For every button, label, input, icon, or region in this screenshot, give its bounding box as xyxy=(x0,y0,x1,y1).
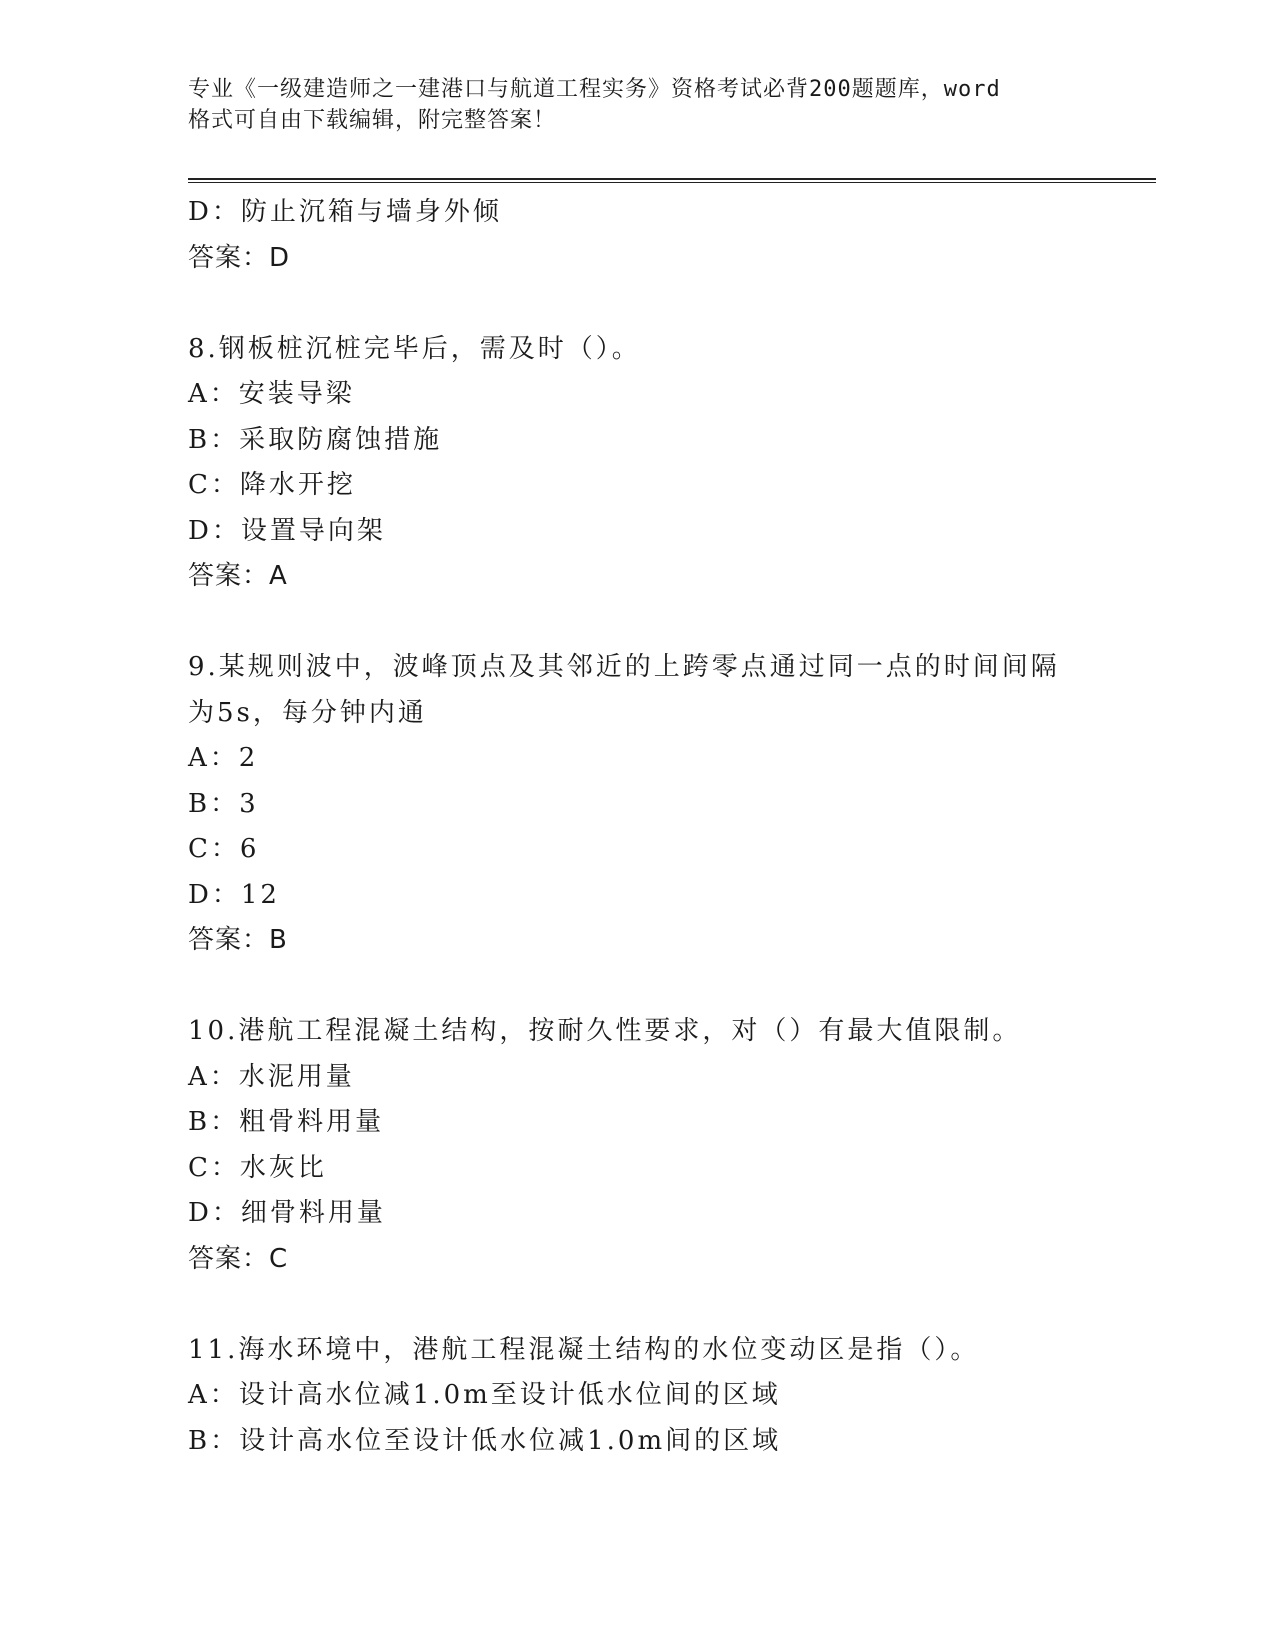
answer-text: 答案：B xyxy=(188,925,288,955)
spacer xyxy=(188,1282,1128,1328)
option-b: B：采取防腐蚀措施 xyxy=(188,424,443,455)
option-a: A：水泥用量 xyxy=(188,1061,355,1092)
question-stem: 10.港航工程混凝土结构，按耐久性要求，对（）有最大值限制。 xyxy=(188,1016,1022,1046)
answer-text: 答案：D xyxy=(188,242,291,273)
option-b: B：粗骨料用量 xyxy=(188,1107,385,1137)
option-b: B：设计高水位至设计低水位减1.0m间的区域 xyxy=(188,1425,782,1456)
question-block-10 xyxy=(188,1009,1128,1282)
question-block-8 xyxy=(188,327,1128,600)
header-divider xyxy=(188,178,1156,183)
answer-text: 答案：A xyxy=(188,561,288,591)
question-stem: 8.钢板桩沉桩完毕后，需及时（）。 xyxy=(188,333,641,364)
header-title-line-1: 专业《一级建造师之一建港口与航道工程实务》资格考试必背200题题库，word xyxy=(188,77,1001,102)
option-c: C：水灰比 xyxy=(188,1152,327,1183)
option-a: A：安装导梁 xyxy=(188,379,355,409)
question-stem-line-2: 为5s，每分钟内通 xyxy=(188,697,427,728)
option-d: D：设置导向架 xyxy=(188,515,386,546)
question-stem: 11.海水环境中，港航工程混凝土结构的水位变动区是指（）。 xyxy=(188,1334,980,1365)
option-a: A：设计高水位减1.0m至设计低水位间的区域 xyxy=(188,1380,781,1410)
option-d: D：细骨料用量 xyxy=(188,1198,386,1228)
option-a: A：2 xyxy=(188,743,259,773)
option-d: D：12 xyxy=(188,879,280,910)
answer-text: 答案：C xyxy=(188,1243,289,1274)
question-block-9 xyxy=(188,645,1128,964)
option-c: C：6 xyxy=(188,834,260,864)
option-b: B：3 xyxy=(188,788,259,819)
question-content xyxy=(188,190,1128,1464)
header-title-line-2: 格式可自由下载编辑，附完整答案！ xyxy=(188,108,557,133)
question-stem-line-1: 9.某规则波中，波峰顶点及其邻近的上跨零点通过同一点的时间间隔 xyxy=(188,652,1060,682)
question-block-11 xyxy=(188,1328,1128,1465)
spacer xyxy=(188,600,1128,646)
document-header xyxy=(188,74,1068,136)
spacer xyxy=(188,964,1128,1010)
spacer xyxy=(188,281,1128,327)
option-c: C：降水开挖 xyxy=(188,470,356,500)
option-d: D：防止沉箱与墙身外倾 xyxy=(188,197,502,227)
